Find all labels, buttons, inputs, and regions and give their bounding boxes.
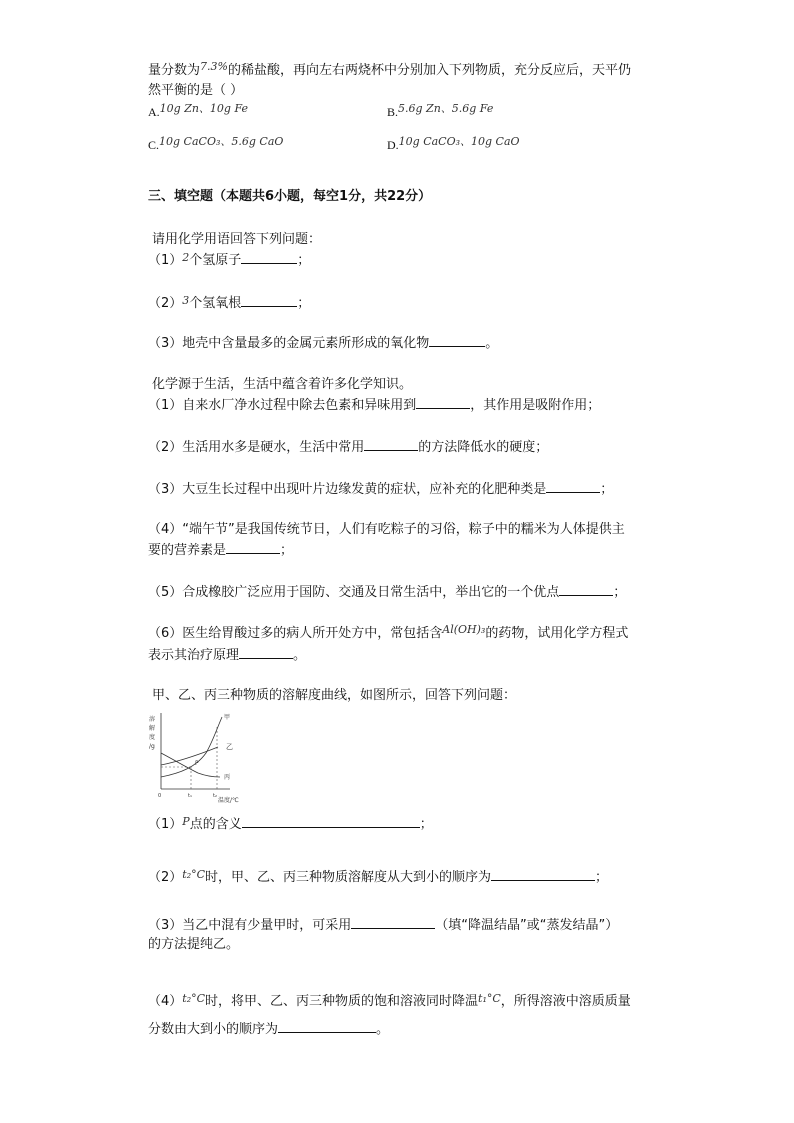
q2-part6-line2 xyxy=(148,646,306,665)
part-text: 分数由大到小的顺序为 xyxy=(148,1022,279,1037)
curve-label-jia: 甲 xyxy=(224,714,231,721)
q3-part1 xyxy=(148,815,433,834)
option-label: C. xyxy=(148,138,160,152)
question-stem-line2: 然平衡的是（ ） xyxy=(148,83,244,98)
q3-intro: 甲、乙、丙三种物质的溶解度曲线，如图所示，回答下列问题： xyxy=(152,688,517,703)
part-text: ，所得溶液中溶质质量 xyxy=(500,994,631,1009)
part-text: （5）合成橡胶广泛应用于国防、交通及日常生活中，举出它的一个优点 xyxy=(148,585,560,600)
part-text: （6）医生给胃酸过多的病人所开处方中，常包括含 xyxy=(148,626,443,641)
answer-blank[interactable] xyxy=(241,294,297,307)
curve-label-yi: 乙 xyxy=(226,743,233,751)
part-text: （1）自来水厂净水过程中除去色素和异味用到 xyxy=(148,398,417,413)
part-text: 时，将甲、乙、丙三种物质的饱和溶液同时降温 xyxy=(205,994,479,1009)
punct: ； xyxy=(280,543,294,558)
part-text: （3）当乙中混有少量甲时，可采用 xyxy=(148,918,352,933)
q3-part4-line1 xyxy=(148,993,631,1011)
part-num: （2） xyxy=(148,870,183,885)
part-text: ，其作用是吸附作用； xyxy=(470,398,601,413)
option-value: 10g Zn、10g Fe xyxy=(159,102,249,115)
part-text: 个氢氧根 xyxy=(189,296,242,311)
part-text: 点的含义 xyxy=(189,817,242,832)
question-stem-line1 xyxy=(148,62,631,80)
part-text: 个氢原子 xyxy=(189,253,242,268)
curve-bing xyxy=(161,753,220,777)
stem-math: 7.3% xyxy=(200,60,228,73)
solubility-curve-figure xyxy=(146,709,250,805)
option-value: 10g CaCO₃、10g CaO xyxy=(398,135,520,148)
answer-blank[interactable] xyxy=(429,334,485,347)
q1-intro: 请用化学用语回答下列问题： xyxy=(152,232,322,247)
part-num: （4） xyxy=(148,994,183,1009)
y-label: /g xyxy=(149,743,155,750)
part-text: 要的营养素是 xyxy=(148,543,227,558)
punct: ； xyxy=(419,817,433,832)
part-text: 时，甲、乙、丙三种物质溶解度从大到小的顺序为 xyxy=(205,870,492,885)
part-text: （2）生活用水多是硬水，生活中常用 xyxy=(148,440,365,455)
q2-part4-line1: （4）“端午节”是我国传统节日，人们有吃粽子的习俗，粽子中的糯米为人体提供主 xyxy=(148,522,625,537)
t2-label: t₂ xyxy=(213,793,217,799)
part-math: t₁°C xyxy=(478,992,501,1005)
t1-label: t₁ xyxy=(188,793,192,799)
q1-part2 xyxy=(148,294,310,313)
punct: 。 xyxy=(485,336,499,351)
punct: ； xyxy=(595,870,609,885)
answer-blank[interactable] xyxy=(546,480,600,493)
part-text: （填“降温结晶”或“蒸发结晶”） xyxy=(435,918,619,933)
q2-intro: 化学源于生活，生活中蕴含着许多化学知识。 xyxy=(152,377,413,392)
curve-label-bing: 丙 xyxy=(224,774,231,781)
q3-part3-line2: 的方法提纯乙。 xyxy=(148,937,240,952)
punct: ； xyxy=(600,482,614,497)
punct: 。 xyxy=(293,648,307,663)
option-label: A. xyxy=(148,105,160,119)
answer-blank[interactable] xyxy=(278,1020,376,1033)
part-math: t₂°C xyxy=(182,868,206,881)
part-text: 的方法降低水的硬度； xyxy=(418,440,549,455)
y-label: 度 xyxy=(149,734,156,741)
part-math: t₂°C xyxy=(182,992,206,1005)
option-c[interactable] xyxy=(148,137,283,153)
answer-blank[interactable] xyxy=(559,583,613,596)
option-label: B. xyxy=(387,105,399,119)
answer-blank[interactable] xyxy=(239,646,293,659)
option-d[interactable] xyxy=(387,137,520,153)
q3-part4-line2 xyxy=(148,1020,389,1039)
punct: 。 xyxy=(376,1022,390,1037)
part-math: 3 xyxy=(182,294,190,307)
curve-yi xyxy=(161,747,218,765)
q1-part3 xyxy=(148,334,498,353)
punct: ； xyxy=(297,296,311,311)
stem-text: 量分数为 xyxy=(148,63,201,78)
q2-part3 xyxy=(148,480,613,499)
q2-part5 xyxy=(148,583,626,602)
part-num: （1） xyxy=(148,817,183,832)
part-num: （1） xyxy=(148,253,183,268)
part-math: P xyxy=(182,815,190,828)
answer-blank[interactable] xyxy=(226,541,280,554)
x-label: 温度/℃ xyxy=(218,797,239,804)
stem-text: 的稀盐酸，再向左右两烧杯中分别加入下列物质，充分反应后，天平仍 xyxy=(227,63,631,78)
q2-part1 xyxy=(148,396,600,415)
q2-part4-line2 xyxy=(148,541,293,560)
part-text: （3）地壳中含量最多的金属元素所形成的氧化物 xyxy=(148,336,430,351)
part-text: 表示其治疗原理 xyxy=(148,648,240,663)
y-label: 解 xyxy=(149,725,156,732)
option-value: 10g CaCO₃、5.6g CaO xyxy=(159,135,284,148)
part-text: 的药物，试用化学方程式 xyxy=(485,626,629,641)
option-value: 5.6g Zn、5.6g Fe xyxy=(398,102,494,115)
q1-part1 xyxy=(148,251,310,270)
punct: ； xyxy=(613,585,627,600)
y-label: 溶 xyxy=(149,716,156,723)
part-math: 2 xyxy=(182,251,190,264)
q2-part2 xyxy=(148,438,548,457)
punct: ； xyxy=(297,253,311,268)
section-title: 三、填空题（本题共6小题，每空1分，共22分） xyxy=(148,189,432,204)
answer-blank[interactable] xyxy=(242,815,420,828)
answer-blank[interactable] xyxy=(364,438,418,451)
point-p-label: P xyxy=(195,760,199,767)
origin-label: 0 xyxy=(158,793,162,799)
option-a[interactable] xyxy=(148,104,248,120)
part-num: （2） xyxy=(148,296,183,311)
q2-part6-line1 xyxy=(148,625,628,643)
answer-blank[interactable] xyxy=(241,251,297,264)
option-b[interactable] xyxy=(387,104,493,120)
part-math: Al(OH)₃ xyxy=(442,623,486,636)
answer-blank[interactable] xyxy=(491,868,595,881)
answer-blank[interactable] xyxy=(351,916,435,929)
q3-part3-line1 xyxy=(148,916,618,935)
option-label: D. xyxy=(387,138,399,152)
answer-blank[interactable] xyxy=(416,396,470,409)
part-text: （3）大豆生长过程中出现叶片边缘发黄的症状，应补充的化肥种类是 xyxy=(148,482,547,497)
curve-jia xyxy=(161,717,222,777)
q3-part2 xyxy=(148,868,608,887)
